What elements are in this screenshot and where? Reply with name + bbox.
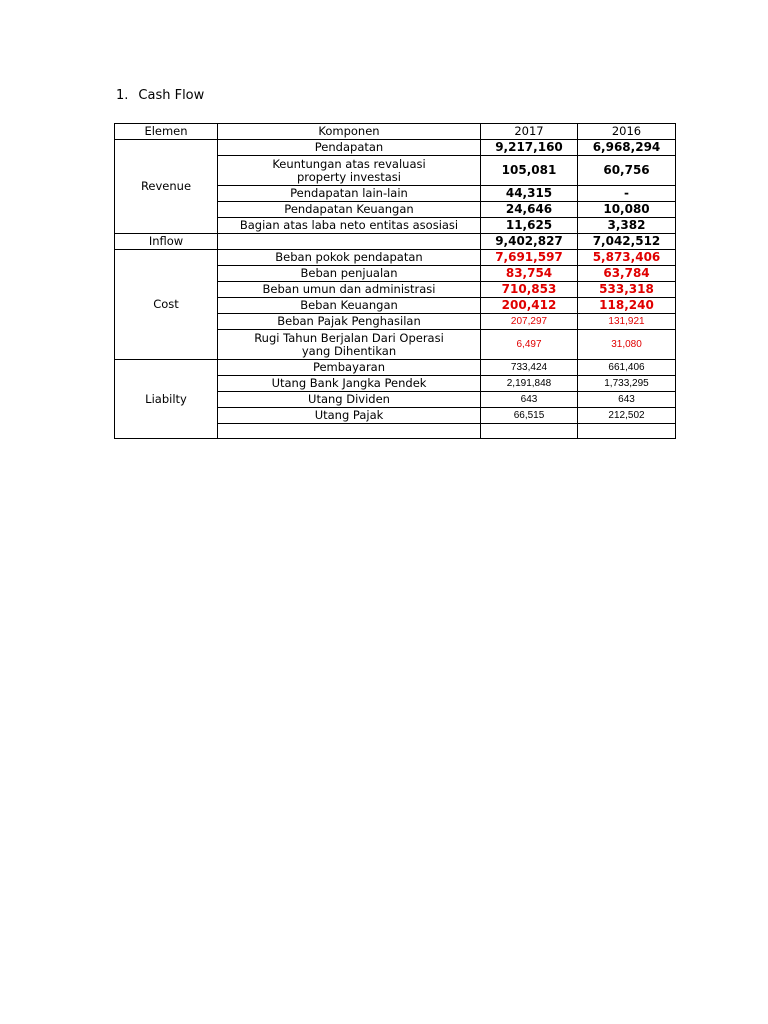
value-2017: 6,497 (481, 330, 578, 360)
header-2017: 2017 (481, 124, 578, 140)
value-2017: 7,691,597 (481, 250, 578, 266)
komponen-cell: Rugi Tahun Berjalan Dari Operasi yang Dihentikan (218, 330, 481, 360)
group-liability: Liabilty (115, 360, 218, 439)
komponen-cell: Utang Dividen (218, 392, 481, 408)
komponen-cell: Beban umun dan administrasi (218, 282, 481, 298)
value-2016: 5,873,406 (578, 250, 676, 266)
heading-number: 1. (116, 88, 129, 103)
value-2016: - (578, 186, 676, 202)
value-2016: 661,406 (578, 360, 676, 376)
group-revenue: Revenue (115, 140, 218, 234)
table-row (115, 250, 676, 266)
komponen-cell: Pembayaran (218, 360, 481, 376)
group-cost: Cost (115, 250, 218, 360)
value-2017: 9,402,827 (481, 234, 578, 250)
header-komponen: Komponen (218, 124, 481, 140)
value-2017: 44,315 (481, 186, 578, 202)
heading-title: Cash Flow (138, 88, 205, 103)
value-2017: 83,754 (481, 266, 578, 282)
value-2017: 710,853 (481, 282, 578, 298)
komponen-cell: Pendapatan (218, 140, 481, 156)
table-row (115, 360, 676, 376)
value-2016: 10,080 (578, 202, 676, 218)
value-2016: 1,733,295 (578, 376, 676, 392)
komponen-cell: Pendapatan lain-lain (218, 186, 481, 202)
komponen-cell: Utang Bank Jangka Pendek (218, 376, 481, 392)
komponen-cell: Bagian atas laba neto entitas asosiasi (218, 218, 481, 234)
header-2016: 2016 (578, 124, 676, 140)
value-2016: 643 (578, 392, 676, 408)
value-2016: 63,784 (578, 266, 676, 282)
komponen-cell: Pendapatan Keuangan (218, 202, 481, 218)
komponen-cell: Beban Pajak Penghasilan (218, 314, 481, 330)
value-2016: 3,382 (578, 218, 676, 234)
komponen-cell: Utang Pajak (218, 408, 481, 424)
header-elemen: Elemen (115, 124, 218, 140)
value-2017: 2,191,848 (481, 376, 578, 392)
group-inflow: Inflow (115, 234, 218, 250)
value-2016: 533,318 (578, 282, 676, 298)
empty-cell (481, 424, 578, 439)
value-2016: 60,756 (578, 156, 676, 186)
value-2017: 9,217,160 (481, 140, 578, 156)
value-2017: 207,297 (481, 314, 578, 330)
value-2016: 212,502 (578, 408, 676, 424)
value-2017: 733,424 (481, 360, 578, 376)
value-2017: 105,081 (481, 156, 578, 186)
empty-cell (218, 424, 481, 439)
value-2016: 118,240 (578, 298, 676, 314)
value-2016: 7,042,512 (578, 234, 676, 250)
cash-flow-table (114, 123, 676, 439)
value-2016: 131,921 (578, 314, 676, 330)
value-2016: 31,080 (578, 330, 676, 360)
komponen-cell: Beban penjualan (218, 266, 481, 282)
komponen-cell: Keuntungan atas revaluasi property investasi (218, 156, 481, 186)
komponen-cell (218, 234, 481, 250)
value-2017: 200,412 (481, 298, 578, 314)
value-2017: 66,515 (481, 408, 578, 424)
value-2017: 643 (481, 392, 578, 408)
komponen-cell: Beban pokok pendapatan (218, 250, 481, 266)
komponen-cell: Beban Keuangan (218, 298, 481, 314)
table-header-row (115, 124, 676, 140)
value-2017: 24,646 (481, 202, 578, 218)
value-2016: 6,968,294 (578, 140, 676, 156)
empty-cell (578, 424, 676, 439)
table-row (115, 234, 676, 250)
table-row (115, 140, 676, 156)
section-heading (116, 88, 204, 103)
value-2017: 11,625 (481, 218, 578, 234)
